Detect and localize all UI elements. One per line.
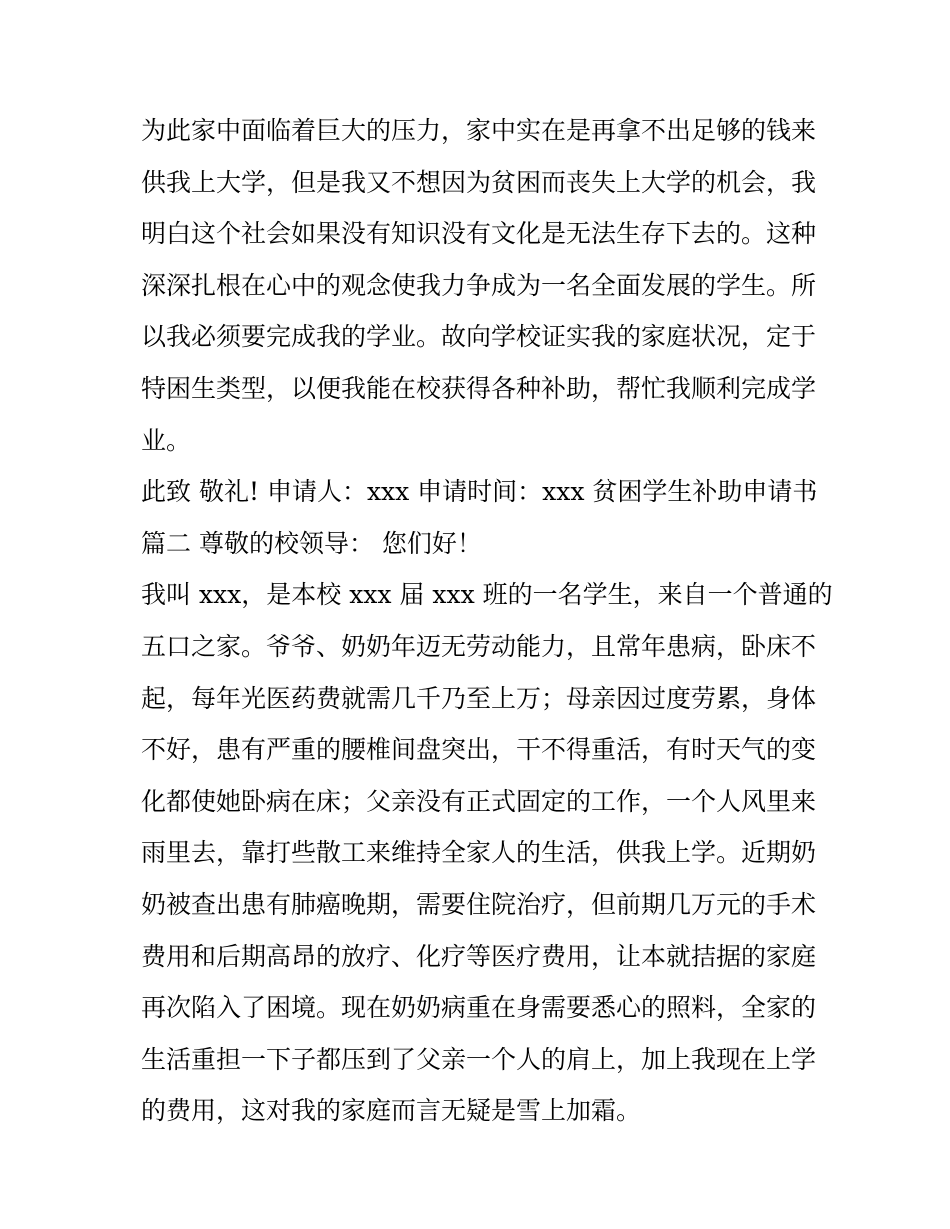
text-line: 费用和后期高昂的放疗、化疗等医疗费用，让本就拮据的家庭 — [141, 941, 817, 971]
document-body — [141, 105, 833, 1137]
text-line: 再次陷入了困境。现在奶奶病重在身需要悉心的照料，全家的 — [141, 993, 817, 1023]
text-line: 为此家中面临着巨大的压力，家中实在是再拿不出足够的钱来 — [141, 116, 817, 145]
text-line: 业。 — [141, 425, 192, 455]
text-line: 生活重担一下子都压到了父亲一个人的肩上，加上我现在上学 — [141, 1044, 817, 1074]
text-line: 不好，患有严重的腰椎间盘突出，干不得重活，有时天气的变 — [141, 735, 817, 765]
text-line: 以我必须要完成我的学业。故向学校证实我的家庭状况，定于 — [141, 322, 817, 352]
text-line: 化都使她卧病在床；父亲没有正式固定的工作，一个人风里来 — [141, 786, 817, 816]
text-line: 雨里去，靠打些散工来维持全家人的生活，供我上学。近期奶 — [141, 838, 817, 868]
text-line: 特困生类型，以便我能在校获得各种补助，帮忙我顺利完成学 — [141, 373, 817, 403]
text-line: 供我上大学，但是我又不想因为贫困而丧失上大学的机会，我 — [141, 167, 817, 197]
text-line: 奶被查出患有肺癌晚期，需要住院治疗，但前期几万元的手术 — [141, 889, 817, 919]
text-line: 明白这个社会如果没有知识没有文化是无法生存下去的。这种 — [141, 219, 817, 249]
closing-line: 此致 敬礼! 申请人：xxx 申请时间：xxx 贫困学生补助申请书 — [141, 477, 818, 507]
text-line: 起，每年光医药费就需几千乃至上万；母亲因过度劳累，身体 — [141, 683, 817, 713]
text-line: 我叫 xxx，是本校 xxx 届 xxx 班的一名学生，来自一个普通的 — [141, 580, 833, 610]
text-line: 的费用，这对我的家庭而言无疑是雪上加霜。 — [141, 1096, 642, 1126]
text-line: 深深扎根在心中的观念使我力争成为一名全面发展的学生。所 — [141, 270, 817, 300]
section-heading: 篇二 尊敬的校领导： 您们好！ — [141, 528, 482, 558]
text-line: 五口之家。爷爷、奶奶年迈无劳动能力，且常年患病，卧床不 — [141, 631, 817, 661]
